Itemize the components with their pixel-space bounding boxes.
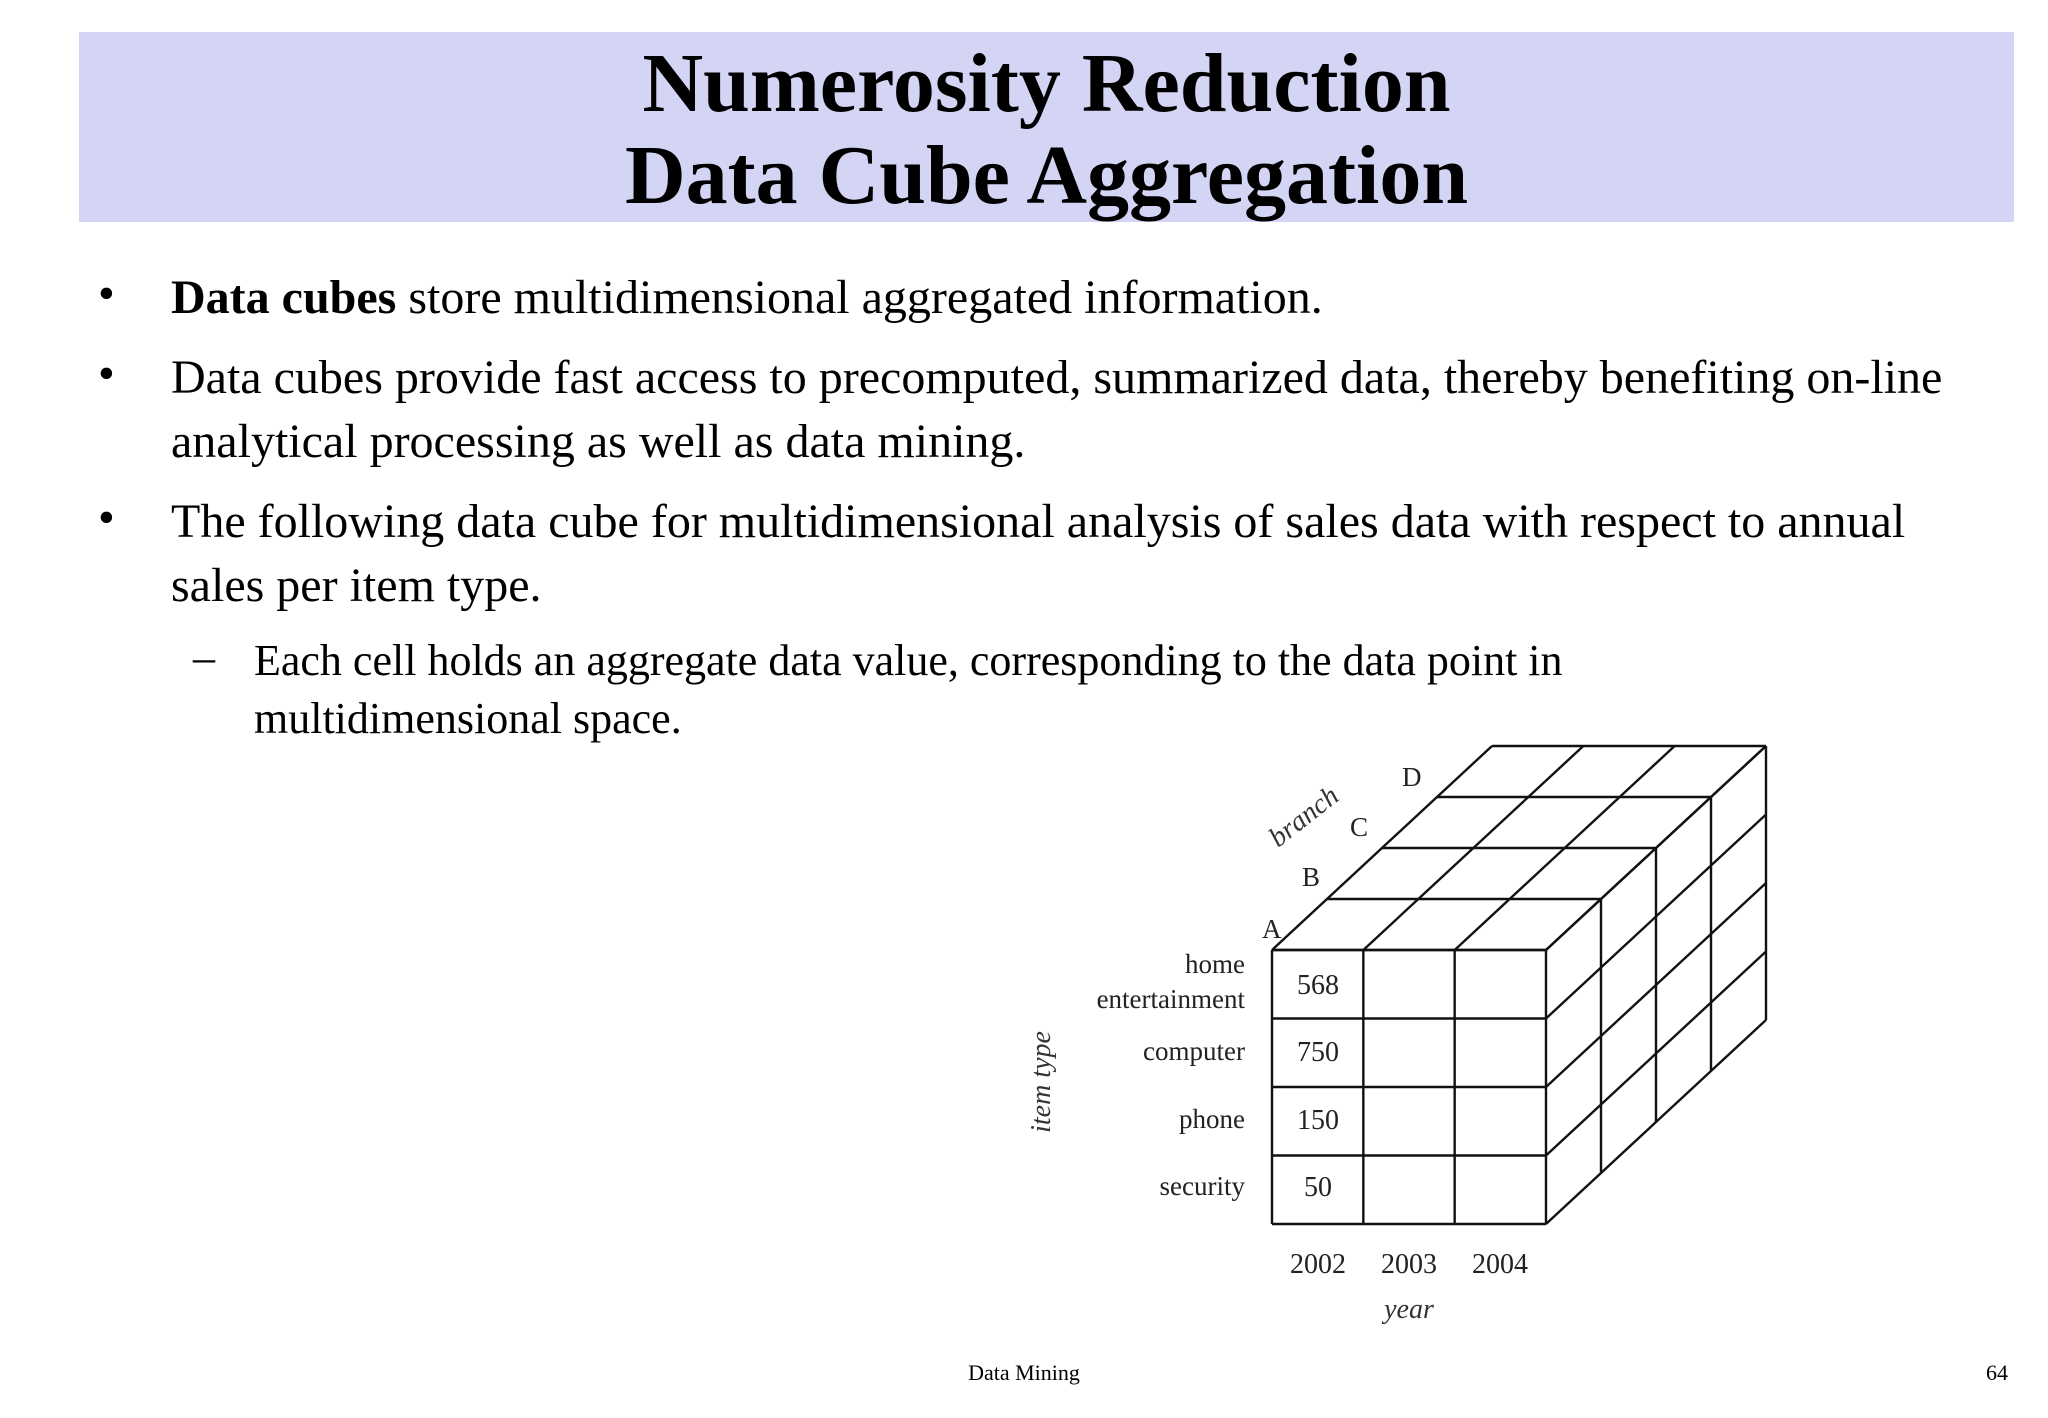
branch-label-c: C (1350, 812, 1369, 842)
cube-grid-lines (1272, 746, 1766, 1224)
item-type-computer: computer (1143, 1036, 1245, 1066)
data-cube-diagram (1000, 740, 1800, 1340)
bullet-1-bold: Data cubes (171, 271, 397, 324)
item-type-phone: phone (1179, 1104, 1245, 1134)
cell-value-home-2002: 568 (1297, 970, 1339, 1001)
item-type-home-line2: entertainment (1096, 984, 1245, 1014)
cell-value-computer-2002: 750 (1297, 1037, 1339, 1068)
bullet-marker: • (98, 267, 115, 320)
page-number: 64 (1986, 1360, 2008, 1385)
branch-label-a: A (1262, 914, 1282, 944)
title-line-1: Numerosity Reduction (642, 37, 1451, 130)
cell-value-phone-2002: 150 (1297, 1105, 1339, 1136)
year-label-2004: 2004 (1472, 1249, 1528, 1280)
branch-axis-label: branch (1263, 780, 1345, 854)
branch-label-d: D (1402, 762, 1422, 792)
year-label-2002: 2002 (1290, 1249, 1346, 1280)
dash-marker: – (193, 633, 215, 682)
title-line-2: Data Cube Aggregation (624, 129, 1469, 222)
item-type-home-line1: home (1185, 949, 1245, 979)
bullet-marker: • (98, 347, 115, 400)
title-band (79, 32, 2014, 222)
bullet-1-text: store multidimensional aggregated information. (396, 271, 1323, 324)
branch-label-b: B (1302, 862, 1321, 892)
bullet-2-text: Data cubes provide fast access to precomputed, summarized data, thereby benefiting on-line analytical processing as well as data mining. (171, 351, 1943, 468)
bullet-3-text: The following data cube for multidimensional analysis of sales data with respect to annual sales per item type. (171, 495, 1906, 612)
item-type-axis-label: item type (1026, 1031, 1057, 1133)
sub-bullet-1-text: Each cell holds an aggregate data value, corresponding to the data point in multidimensional space. (254, 636, 1563, 743)
bullet-marker: • (98, 491, 115, 544)
cell-value-security-2002: 50 (1304, 1172, 1332, 1203)
item-type-security: security (1159, 1171, 1245, 1201)
year-label-2003: 2003 (1381, 1249, 1437, 1280)
footer-title: Data Mining (968, 1360, 1080, 1385)
year-axis-label: year (1384, 1294, 1434, 1325)
